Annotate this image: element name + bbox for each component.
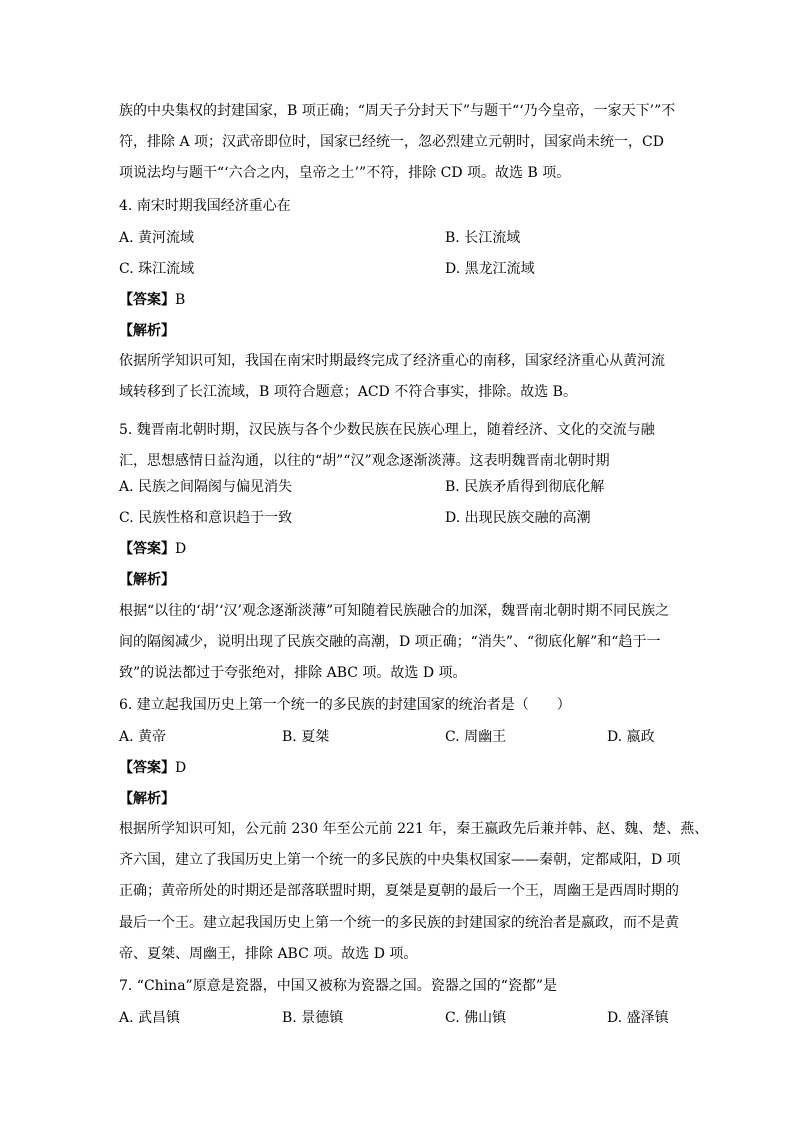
q5-analysis-line-3: 致”的说法都过于夸张绝对，排除 ABC 项。故选 D 项。 [119, 665, 467, 682]
q7-option-d: D. 盛泽镇 [607, 1010, 669, 1026]
q7-option-c: C. 佛山镇 [445, 1010, 507, 1026]
q6-analysis-line-5: 帝、夏桀、周幽王，排除 ABC 项。故选 D 项。 [119, 945, 418, 962]
q5-stem-line-1: 5. 魏晋南北朝时期，汉民族与各个少数民族在民族心理上，随着经济、文化的交流与融 [119, 422, 655, 438]
q6-analysis-line-2: 齐六国，建立了我国历史上第一个统一的多民族的中央集权国家——秦朝，定都咸阳，D 项 [119, 852, 681, 869]
q3-analysis-line-1: 族的中央集权的封建国家，B 项正确；“周天子分封天下”与题干“‘乃今皇帝，一家天下’”不 [119, 103, 676, 119]
q6-analysis [119, 814, 709, 970]
q7-stem: 7. “China”原意是瓷器，中国又被称为瓷器之国。瓷器之国的“瓷都”是 [119, 978, 558, 994]
q5-option-a: A. 民族之间隔阂与偏见消失 [119, 479, 293, 495]
q6-analysis-line-4: 最后一个王。建立起我国历史上第一个统一的多民族的封建国家的统治者是嬴政，而不是黄 [119, 914, 679, 931]
q4-analysis-line-1: 依据所学知识可知，我国在南宋时期最终完成了经济重心的南移，国家经济重心从黄河流 [119, 353, 665, 369]
q5-analysis-label: 【解析】 [119, 572, 175, 588]
q7-option-b: B. 景德镇 [282, 1010, 344, 1026]
q6-analysis-line-3: 正确；黄帝所处的时期还是部落联盟时期，夏桀是夏朝的最后一个王，周幽王是西周时期的 [119, 883, 679, 900]
q4-analysis [119, 346, 675, 408]
q6-option-a: A. 黄帝 [119, 729, 167, 745]
q6-option-d: D. 嬴政 [607, 729, 655, 745]
q6-analysis-label: 【解析】 [119, 791, 175, 807]
q4-option-d: D. 黑龙江流域 [445, 261, 535, 277]
q4-option-c: C. 珠江流域 [119, 261, 195, 277]
q5-analysis [119, 596, 675, 690]
q7-option-a: A. 武昌镇 [119, 1010, 181, 1026]
q6-analysis-line-1: 根据所学知识可知，公元前 230 年至公元前 221 年，秦王嬴政先后兼并韩、赵、魏、楚、燕、 [119, 821, 709, 837]
q6-answer-label: 【答案】 [119, 760, 175, 776]
q6-answer [119, 758, 186, 778]
q6-option-b: B. 夏桀 [282, 729, 330, 745]
q4-option-b: B. 长江流域 [445, 230, 521, 246]
q6-option-c: C. 周幽王 [445, 729, 507, 745]
q4-option-a: A. 黄河流域 [119, 230, 195, 246]
q4-answer-value: B [175, 292, 186, 308]
q5-answer [119, 539, 186, 559]
q4-analysis-line-2: 域转移到了长江流域，B 项符合题意；ACD 不符合事实，排除。故选 B。 [119, 384, 577, 401]
q5-answer-value: D [175, 541, 187, 557]
q6-stem: 6. 建立起我国历史上第一个统一的多民族的封建国家的统治者是（ ） [119, 697, 571, 713]
q3-analysis-line-3: 项说法均与题干“‘六合之内，皇帝之土’”不符，排除 CD 项。故选 B 项。 [119, 165, 571, 182]
q4-analysis-label: 【解析】 [119, 323, 175, 339]
q5-stem [119, 415, 675, 477]
q5-answer-label: 【答案】 [119, 541, 175, 557]
q5-analysis-line-2: 间的隔阂减少，说明出现了民族交融的高潮，D 项正确；“消失”、“彻底化解”和“趋于一 [119, 634, 661, 651]
q5-option-c: C. 民族性格和意识趋于一致 [119, 510, 293, 526]
q5-option-d: D. 出现民族交融的高潮 [445, 510, 591, 526]
q5-analysis-line-1: 根据“以往的‘胡’‘汉’观念逐渐淡薄”可知随着民族融合的加深，魏晋南北朝时期不同民族之 [119, 603, 670, 619]
q6-answer-value: D [175, 760, 187, 776]
q3-analysis-line-2: 符，排除 A 项；汉武帝即位时，国家已经统一，忽必烈建立元朝时，国家尚未统一，CD [119, 134, 664, 151]
q3-analysis-tail [119, 96, 675, 190]
q4-stem: 4. 南宋时期我国经济重心在 [119, 198, 291, 214]
q4-answer-label: 【答案】 [119, 292, 175, 308]
q5-option-b: B. 民族矛盾得到彻底化解 [445, 479, 605, 495]
q4-answer [119, 290, 185, 310]
q5-stem-line-2: 汇，思想感情日益沟通，以往的“胡”“汉”观念逐渐淡薄。这表明魏晋南北朝时期 [119, 453, 610, 470]
